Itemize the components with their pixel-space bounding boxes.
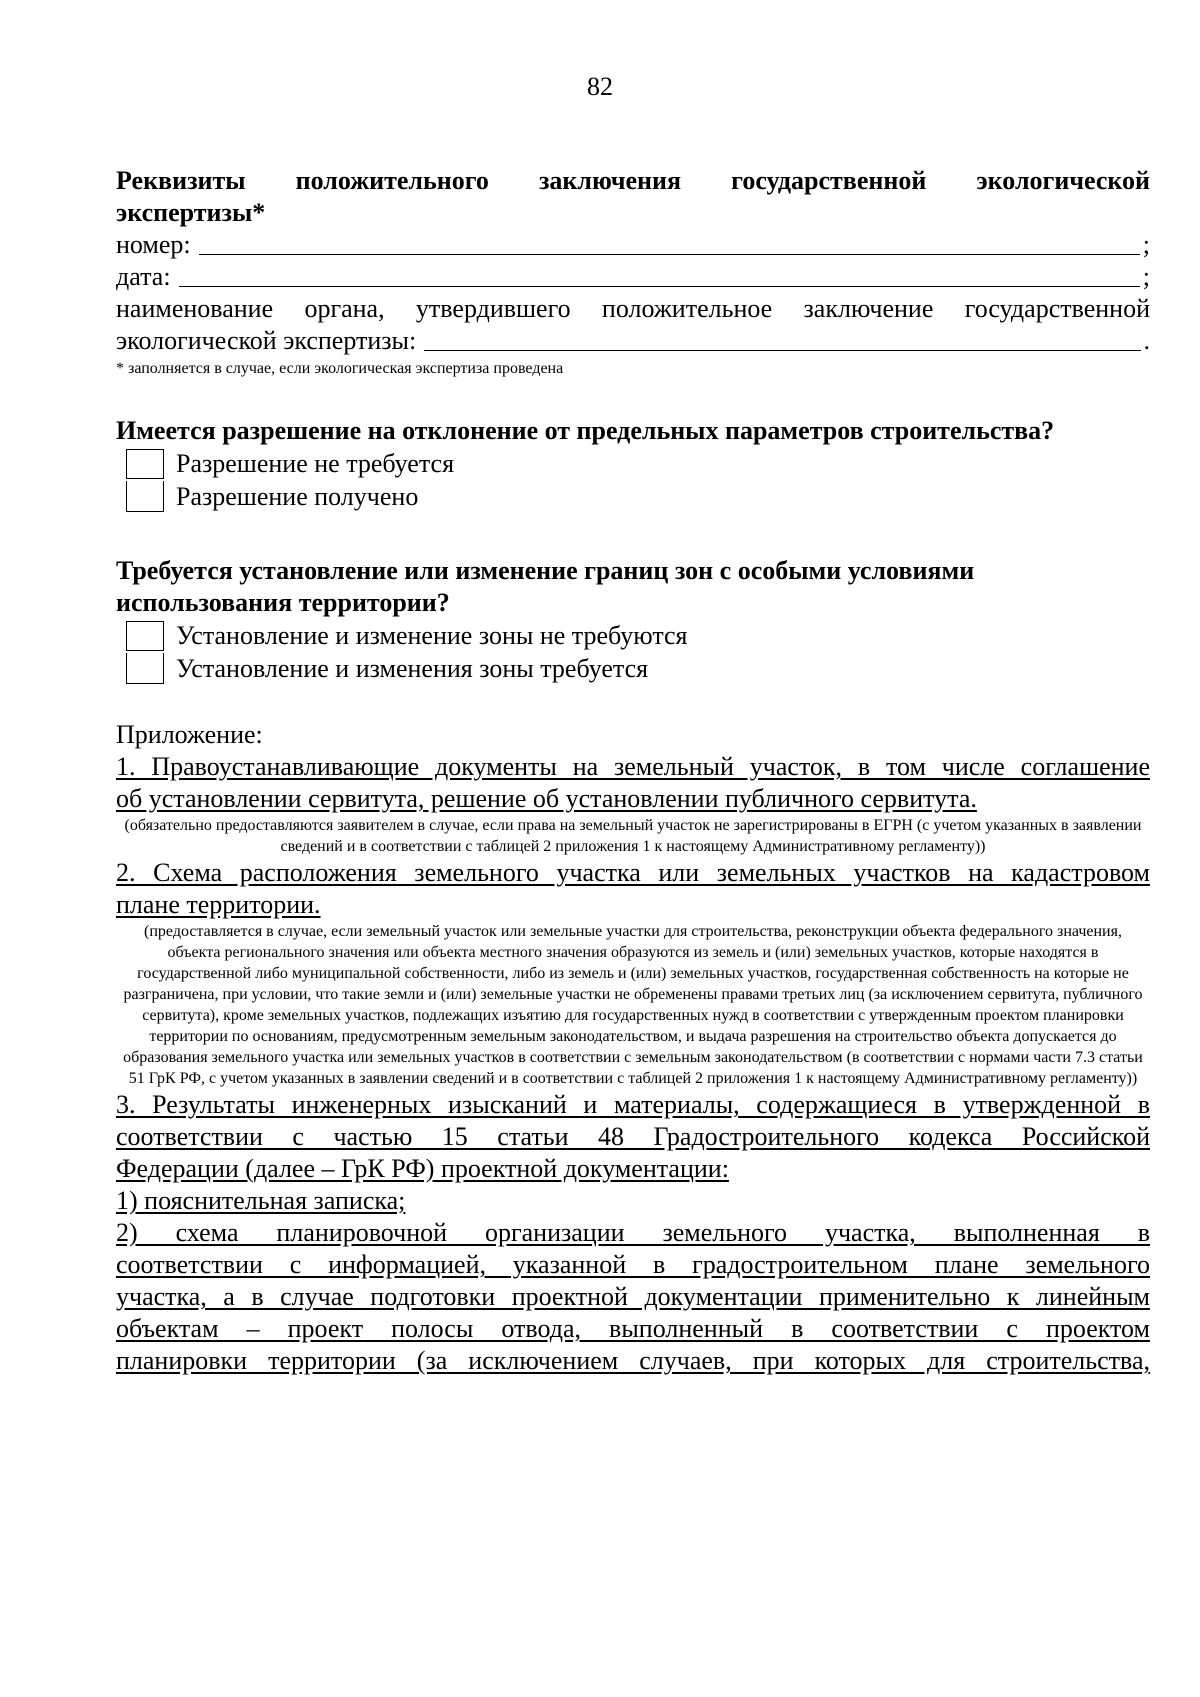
checkbox[interactable] (126, 653, 164, 684)
appendix-item3-line3: Федерации (далее – ГрК РФ) проектной документации: (116, 1154, 729, 1183)
appendix-item2-line1: 2. Схема расположения земельного участка или земельных участков на кадастровом (116, 858, 1150, 887)
checkbox[interactable] (126, 621, 164, 651)
zones-section (116, 555, 1150, 685)
authority-period: . (1143, 326, 1150, 355)
appendix-item2-line2: плане территории. (116, 890, 321, 919)
appendix-title: Приложение: (116, 720, 263, 749)
appendix-item3-line2: соответствии с частью 15 статьи 48 Градостроительного кодекса Российской (116, 1122, 1150, 1151)
expertise-heading-line1: Реквизиты положительного заключения государственной экологической (116, 166, 1150, 195)
date-field-row (116, 261, 1150, 293)
authority-text-line1: наименование органа, утвердившего положительное заключение государственной (116, 294, 1150, 323)
authority-field-row (116, 325, 1150, 357)
authority-label: экологической экспертизы: (116, 326, 417, 355)
appendix-item1-line1: 1. Правоустанавливающие документы на земельный участок, в том числе соглашение (116, 752, 1150, 781)
number-label: номер: (116, 230, 191, 259)
expertise-footnote: * заполняется в случае, если экологическая экспертиза проведена (116, 360, 564, 377)
number-semicolon: ; (1142, 230, 1150, 259)
appendix-item3-sub2-line1: 2) схема планировочной организации земельного участка, выполненная в (116, 1218, 1150, 1247)
appendix-item3-sub2-line5: планировки территории (за исключением случаев, при которых для строительства, (116, 1346, 1150, 1375)
appendix-item3-sub2-line4: объектам – проект полосы отвода, выполненный в соответствии с проектом (116, 1314, 1150, 1343)
option-label: Установление и изменение зоны не требуются (176, 620, 688, 650)
appendix-item3-sub2-line2: соответствии с информацией, указанной в градостроительном плане земельного (116, 1250, 1150, 1279)
expertise-heading-line2: экспертизы* (116, 198, 266, 227)
date-label: дата: (116, 262, 171, 291)
appendix-item1-line2: об установлении сервитута, решение об установлении публичного сервитута. (116, 784, 977, 813)
zones-option-required[interactable] (126, 652, 1150, 685)
permission-heading: Имеется разрешение на отклонение от предельных параметров строительства? (116, 416, 1055, 445)
authority-input-line[interactable] (424, 328, 1140, 351)
zones-heading-line2: использования территории? (116, 588, 450, 617)
date-semicolon: ; (1142, 262, 1150, 291)
appendix-item3-sub1: 1) пояснительная записка; (116, 1186, 406, 1215)
number-field-row (116, 229, 1150, 261)
appendix-item2-note: (предоставляется в случае, если земельный участок или земельные участки для строительства, реконструкции объекта федерального значения, объекта регионального значения или объекта местного значения образуются из земель и (или) земельных участков, которые находятся в государственной либо муниципальной собственности, либо из земель и (или) земельных участков, государственная собственность на которые не разграничена, при условии, что такие земли и (или) земельные участки не обременены правами третьих лиц (за исключением сервитута, публичного сервитута), кроме земельных участков, подлежащих изъятию для государственных нужд в соответствии с утвержденным проектом планировки территории по основаниям, предусмотренным земельным законодательством, и выдача разрешения на строительство объекта допускается до образования земельного участка или земельных участков в соответствии с земельным законодательством (в соответствии с нормами части 7.3 статьи 51 ГрК РФ, с учетом указанных в заявлении сведений и в соответствии с таблицей 2 приложения 1 к настоящему Административному регламенту)) (123, 923, 1143, 1087)
zones-heading-line1: Требуется установление или изменение границ зон с особыми условиями (116, 556, 975, 585)
option-label: Разрешение не требуется (176, 448, 455, 478)
option-label: Установление и изменения зоны требуется (176, 653, 649, 683)
appendix-item3-line1: 3. Результаты инженерных изысканий и материалы, содержащиеся в утвержденной в (116, 1090, 1150, 1119)
permission-option-not-required[interactable] (126, 447, 1150, 480)
zones-option-not-required[interactable] (126, 619, 1150, 652)
document-content (116, 165, 1150, 1377)
page-number: 82 (587, 72, 613, 101)
permission-section (116, 415, 1150, 513)
permission-option-received[interactable] (126, 480, 1150, 513)
date-input-line[interactable] (179, 264, 1140, 287)
appendix-section (116, 719, 1150, 1377)
expertise-section (116, 165, 1150, 379)
appendix-item3-sub2-line3: участка, а в случае подготовки проектной документации применительно к линейным (116, 1282, 1150, 1311)
number-input-line[interactable] (199, 232, 1140, 255)
appendix-item1-note: (обязательно предоставляются заявителем в случае, если права на земельный участок не зарегистрированы в ЕГРН (с учетом указанных в заявлении сведений и в соответствии с таблицей 2 приложения 1 к настоящему Административному регламенту)) (124, 817, 1142, 855)
checkbox[interactable] (126, 449, 164, 479)
checkbox[interactable] (126, 481, 164, 512)
option-label: Разрешение получено (176, 481, 419, 511)
